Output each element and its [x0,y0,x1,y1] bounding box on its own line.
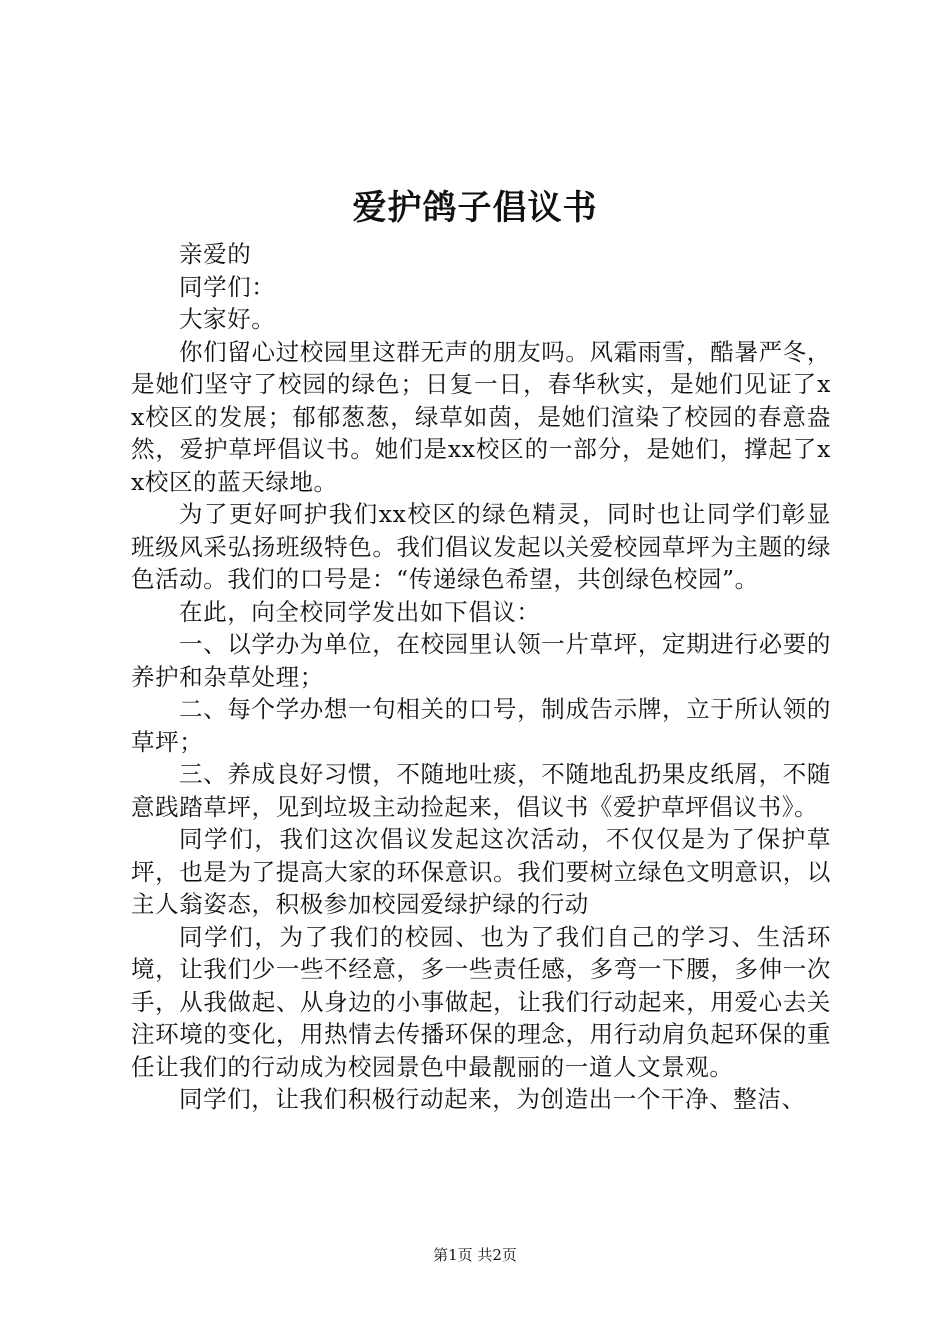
proposal-item: 一、以学办为单位，在校园里认领一片草坪，定期进行必要的养护和杂草处理； [131,630,831,691]
body-paragraph: 为了更好呵护我们xx校区的绿色精灵，同时也让同学们彰显班级风采弘扬班级特色。我们倡议发起以关爱校园草坪为主题的绿色活动。我们的口号是：“传递绿色希望，共创绿色校园”。 [131,500,831,593]
salutation-line: 亲爱的 [179,240,252,268]
greeting-line: 大家好。 [179,305,276,333]
body-paragraph: 你们留心过校园里这群无声的朋友吗。风霜雨雪，酷暑严冬，是她们坚守了校园的绿色；日复一日，春华秋实，是她们见证了xx校区的发展；郁郁葱葱，绿草如茵，是她们渲染了校园的春意盎然，爱护草坪倡议书。她们是xx校区的一部分，是她们，撑起了xx校区的蓝天绿地。 [131,337,831,496]
body-paragraph: 同学们，让我们积极行动起来，为创造出一个干净、整洁、 [179,1085,806,1113]
proposal-item: 二、每个学办想一句相关的口号，制成告示牌，立于所认领的草坪； [131,695,831,756]
body-paragraph: 同学们，我们这次倡议发起这次活动，不仅仅是为了保护草坪，也是为了提高大家的环保意识。我们要树立绿色文明意识，以主人翁姿态，积极参加校园爱绿护绿的行动 [131,825,831,918]
document-body [131,238,831,1116]
body-paragraph: 同学们，为了我们的校园、也为了我们自己的学习、生活环境，让我们少一些不经意，多一些责任感，多弯一下腰，多伸一次手，从我做起、从身边的小事做起，让我们行动起来，用爱心去关注环境的变化，用热情去传播环保的理念，用行动肩负起环保的重任让我们的行动成为校园景色中最靓丽的一道人文景观。 [131,922,831,1081]
proposal-item: 三、养成良好习惯，不随地吐痰，不随地乱扔果皮纸屑，不随意践踏草坪，见到垃圾主动捡起来，倡议书《爱护草坪倡议书》。 [131,760,831,821]
page-footer: 第1页 共2页 [433,1246,517,1264]
document-title: 爱护鸽子倡议书 [352,188,598,228]
salutation-line: 同学们： [179,272,276,301]
body-paragraph: 在此，向全校同学发出如下倡议： [179,597,541,626]
